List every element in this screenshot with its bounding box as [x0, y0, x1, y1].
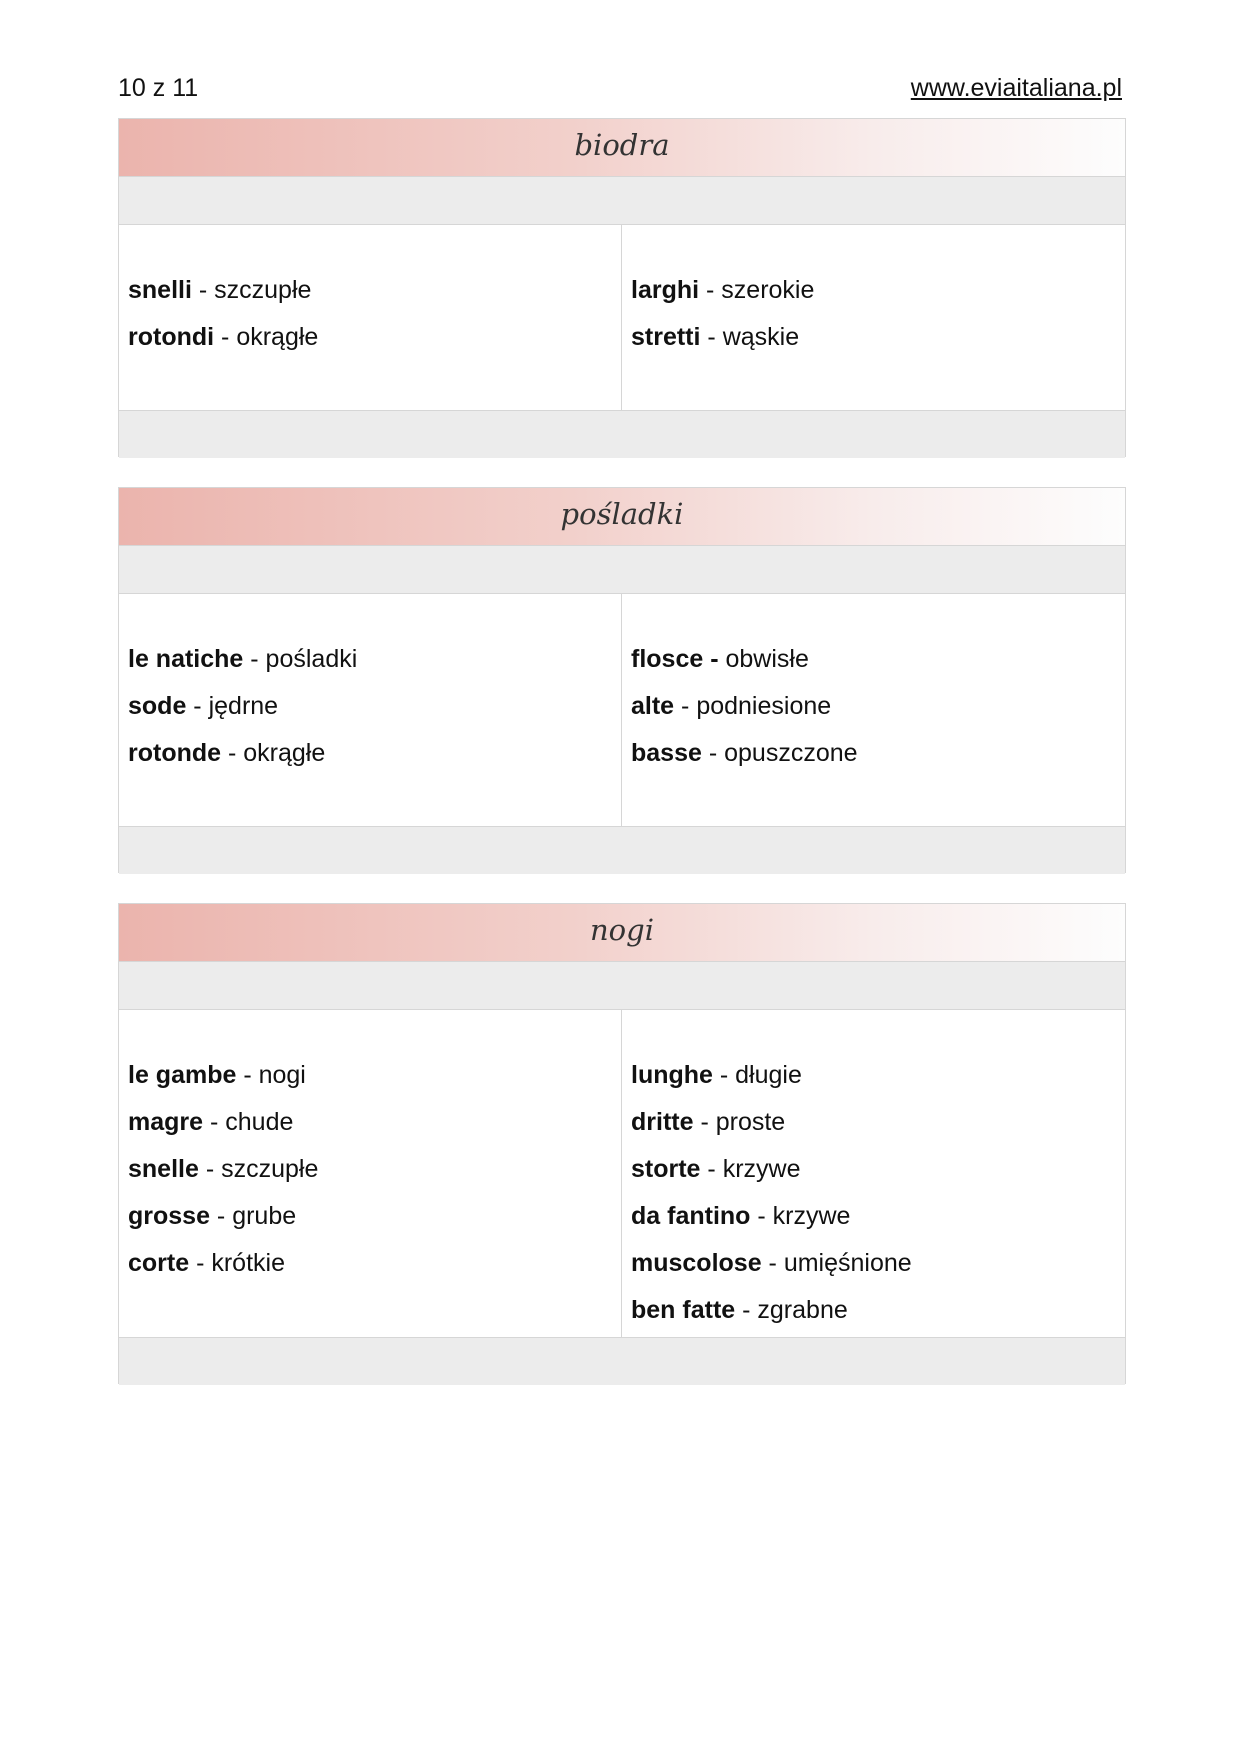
vocab-entry — [128, 1201, 613, 1248]
vocab-separator: - — [236, 1061, 259, 1089]
vocab-term: larghi — [631, 276, 700, 304]
vocab-translation: szczupłe — [221, 1155, 319, 1183]
vocab-entry — [631, 1201, 1117, 1248]
vocab-separator: - — [761, 1249, 784, 1277]
vocab-translation: szczupłe — [214, 276, 312, 304]
vocab-term: snelle — [128, 1155, 199, 1183]
vocab-translation: krzywe — [772, 1202, 851, 1230]
vocab-term: rotondi — [128, 323, 215, 351]
page-header — [118, 72, 1122, 104]
section-spacer-bottom — [119, 410, 1125, 458]
vocab-entry — [631, 322, 1117, 369]
vocab-entry — [128, 1248, 613, 1295]
vocab-entry — [128, 644, 613, 691]
vocab-term: da fantino — [631, 1202, 751, 1230]
vocab-separator: - — [186, 692, 209, 720]
section-spacer-bottom — [119, 1337, 1125, 1385]
vocab-term: le gambe — [128, 1061, 237, 1089]
section-title: biodra — [119, 119, 1125, 177]
vocab-term: flosce - — [631, 645, 719, 673]
vocab-entry — [128, 275, 613, 322]
vocab-translation: grube — [232, 1202, 297, 1230]
vocab-entry — [128, 1154, 613, 1201]
page-number: 10 z 11 — [118, 74, 199, 102]
vocab-term: le natiche — [128, 645, 244, 673]
vocab-separator: - — [735, 1296, 758, 1324]
vocab-term: ben fatte — [631, 1296, 736, 1324]
vocab-column-right — [622, 594, 1125, 826]
vocab-entry — [128, 322, 613, 369]
vocab-term: muscolose — [631, 1249, 762, 1277]
vocab-entry — [631, 1154, 1117, 1201]
vocab-entry — [128, 1060, 613, 1107]
vocab-columns — [119, 594, 1125, 826]
vocab-entry — [631, 738, 1117, 785]
vocab-term: grosse — [128, 1202, 210, 1230]
vocab-term: storte — [631, 1155, 701, 1183]
vocab-separator: - — [198, 1155, 222, 1183]
vocab-entry — [631, 691, 1117, 738]
vocab-separator: - — [191, 276, 215, 304]
website-link[interactable]: www.eviaitaliana.pl — [910, 74, 1122, 102]
vocab-separator: - — [221, 739, 244, 767]
section-spacer-bottom — [119, 826, 1125, 874]
vocab-translation: szerokie — [721, 276, 815, 304]
vocab-translation: wąskie — [722, 323, 800, 351]
vocab-separator: - — [189, 1249, 212, 1277]
section-title: pośladki — [119, 488, 1125, 546]
vocab-separator: - — [750, 1202, 773, 1230]
vocab-term: snelli — [128, 276, 192, 304]
vocab-separator: - — [699, 276, 722, 304]
vocab-section-nogi — [118, 903, 1126, 1384]
vocab-term: magre — [128, 1108, 204, 1136]
vocab-term: rotonde — [128, 739, 222, 767]
section-spacer-top — [119, 177, 1125, 225]
vocab-separator: - — [203, 1108, 226, 1136]
vocab-section-posladki — [118, 487, 1126, 873]
vocab-columns — [119, 225, 1125, 410]
vocab-term: basse — [631, 739, 702, 767]
vocab-translation: krótkie — [211, 1249, 285, 1277]
vocab-translation: jędrne — [208, 692, 279, 720]
vocab-term: dritte — [631, 1108, 694, 1136]
vocab-column-left — [119, 225, 622, 410]
vocab-separator: - — [674, 692, 697, 720]
vocab-term: lunghe — [631, 1061, 713, 1089]
vocab-separator: - — [243, 645, 266, 673]
vocab-translation: nogi — [258, 1061, 306, 1089]
vocab-separator: - — [209, 1202, 233, 1230]
vocab-separator: - — [214, 323, 237, 351]
vocab-column-right — [622, 1010, 1125, 1337]
vocab-entry — [631, 275, 1117, 322]
vocab-separator: - — [701, 739, 725, 767]
section-spacer-top — [119, 546, 1125, 594]
vocab-entry — [631, 1248, 1117, 1295]
vocab-separator: - — [700, 1155, 723, 1183]
vocab-translation: okrągłe — [243, 739, 326, 767]
vocab-term: alte — [631, 692, 675, 720]
vocab-translation: umięśnione — [783, 1249, 912, 1277]
vocab-entry — [631, 1060, 1117, 1107]
vocab-translation: opuszczone — [724, 739, 858, 767]
vocab-translation: zgrabne — [757, 1296, 848, 1324]
vocab-separator: - — [712, 1061, 736, 1089]
vocab-separator: - — [693, 1108, 716, 1136]
vocab-entry — [128, 738, 613, 785]
vocab-entry — [128, 1107, 613, 1154]
vocab-translation: chude — [225, 1108, 294, 1136]
vocab-entry — [631, 1295, 1117, 1342]
vocab-entry — [631, 644, 1117, 691]
section-title: nogi — [119, 904, 1125, 962]
vocab-section-biodra — [118, 118, 1126, 457]
vocab-column-right — [622, 225, 1125, 410]
vocab-column-left — [119, 594, 622, 826]
vocab-entry — [631, 1107, 1117, 1154]
vocab-entry — [128, 691, 613, 738]
vocab-translation: krzywe — [722, 1155, 801, 1183]
vocab-translation: pośladki — [265, 645, 358, 673]
vocab-term: stretti — [631, 323, 701, 351]
vocab-translation: okrągłe — [236, 323, 319, 351]
vocab-translation: podniesione — [696, 692, 832, 720]
vocab-columns — [119, 1010, 1125, 1337]
vocab-translation: długie — [735, 1061, 802, 1089]
vocab-term: sode — [128, 692, 187, 720]
vocab-translation: proste — [715, 1108, 786, 1136]
vocab-separator: - — [700, 323, 723, 351]
vocab-term: corte — [128, 1249, 190, 1277]
vocab-translation: obwisłe — [725, 645, 809, 673]
vocab-column-left — [119, 1010, 622, 1337]
section-spacer-top — [119, 962, 1125, 1010]
